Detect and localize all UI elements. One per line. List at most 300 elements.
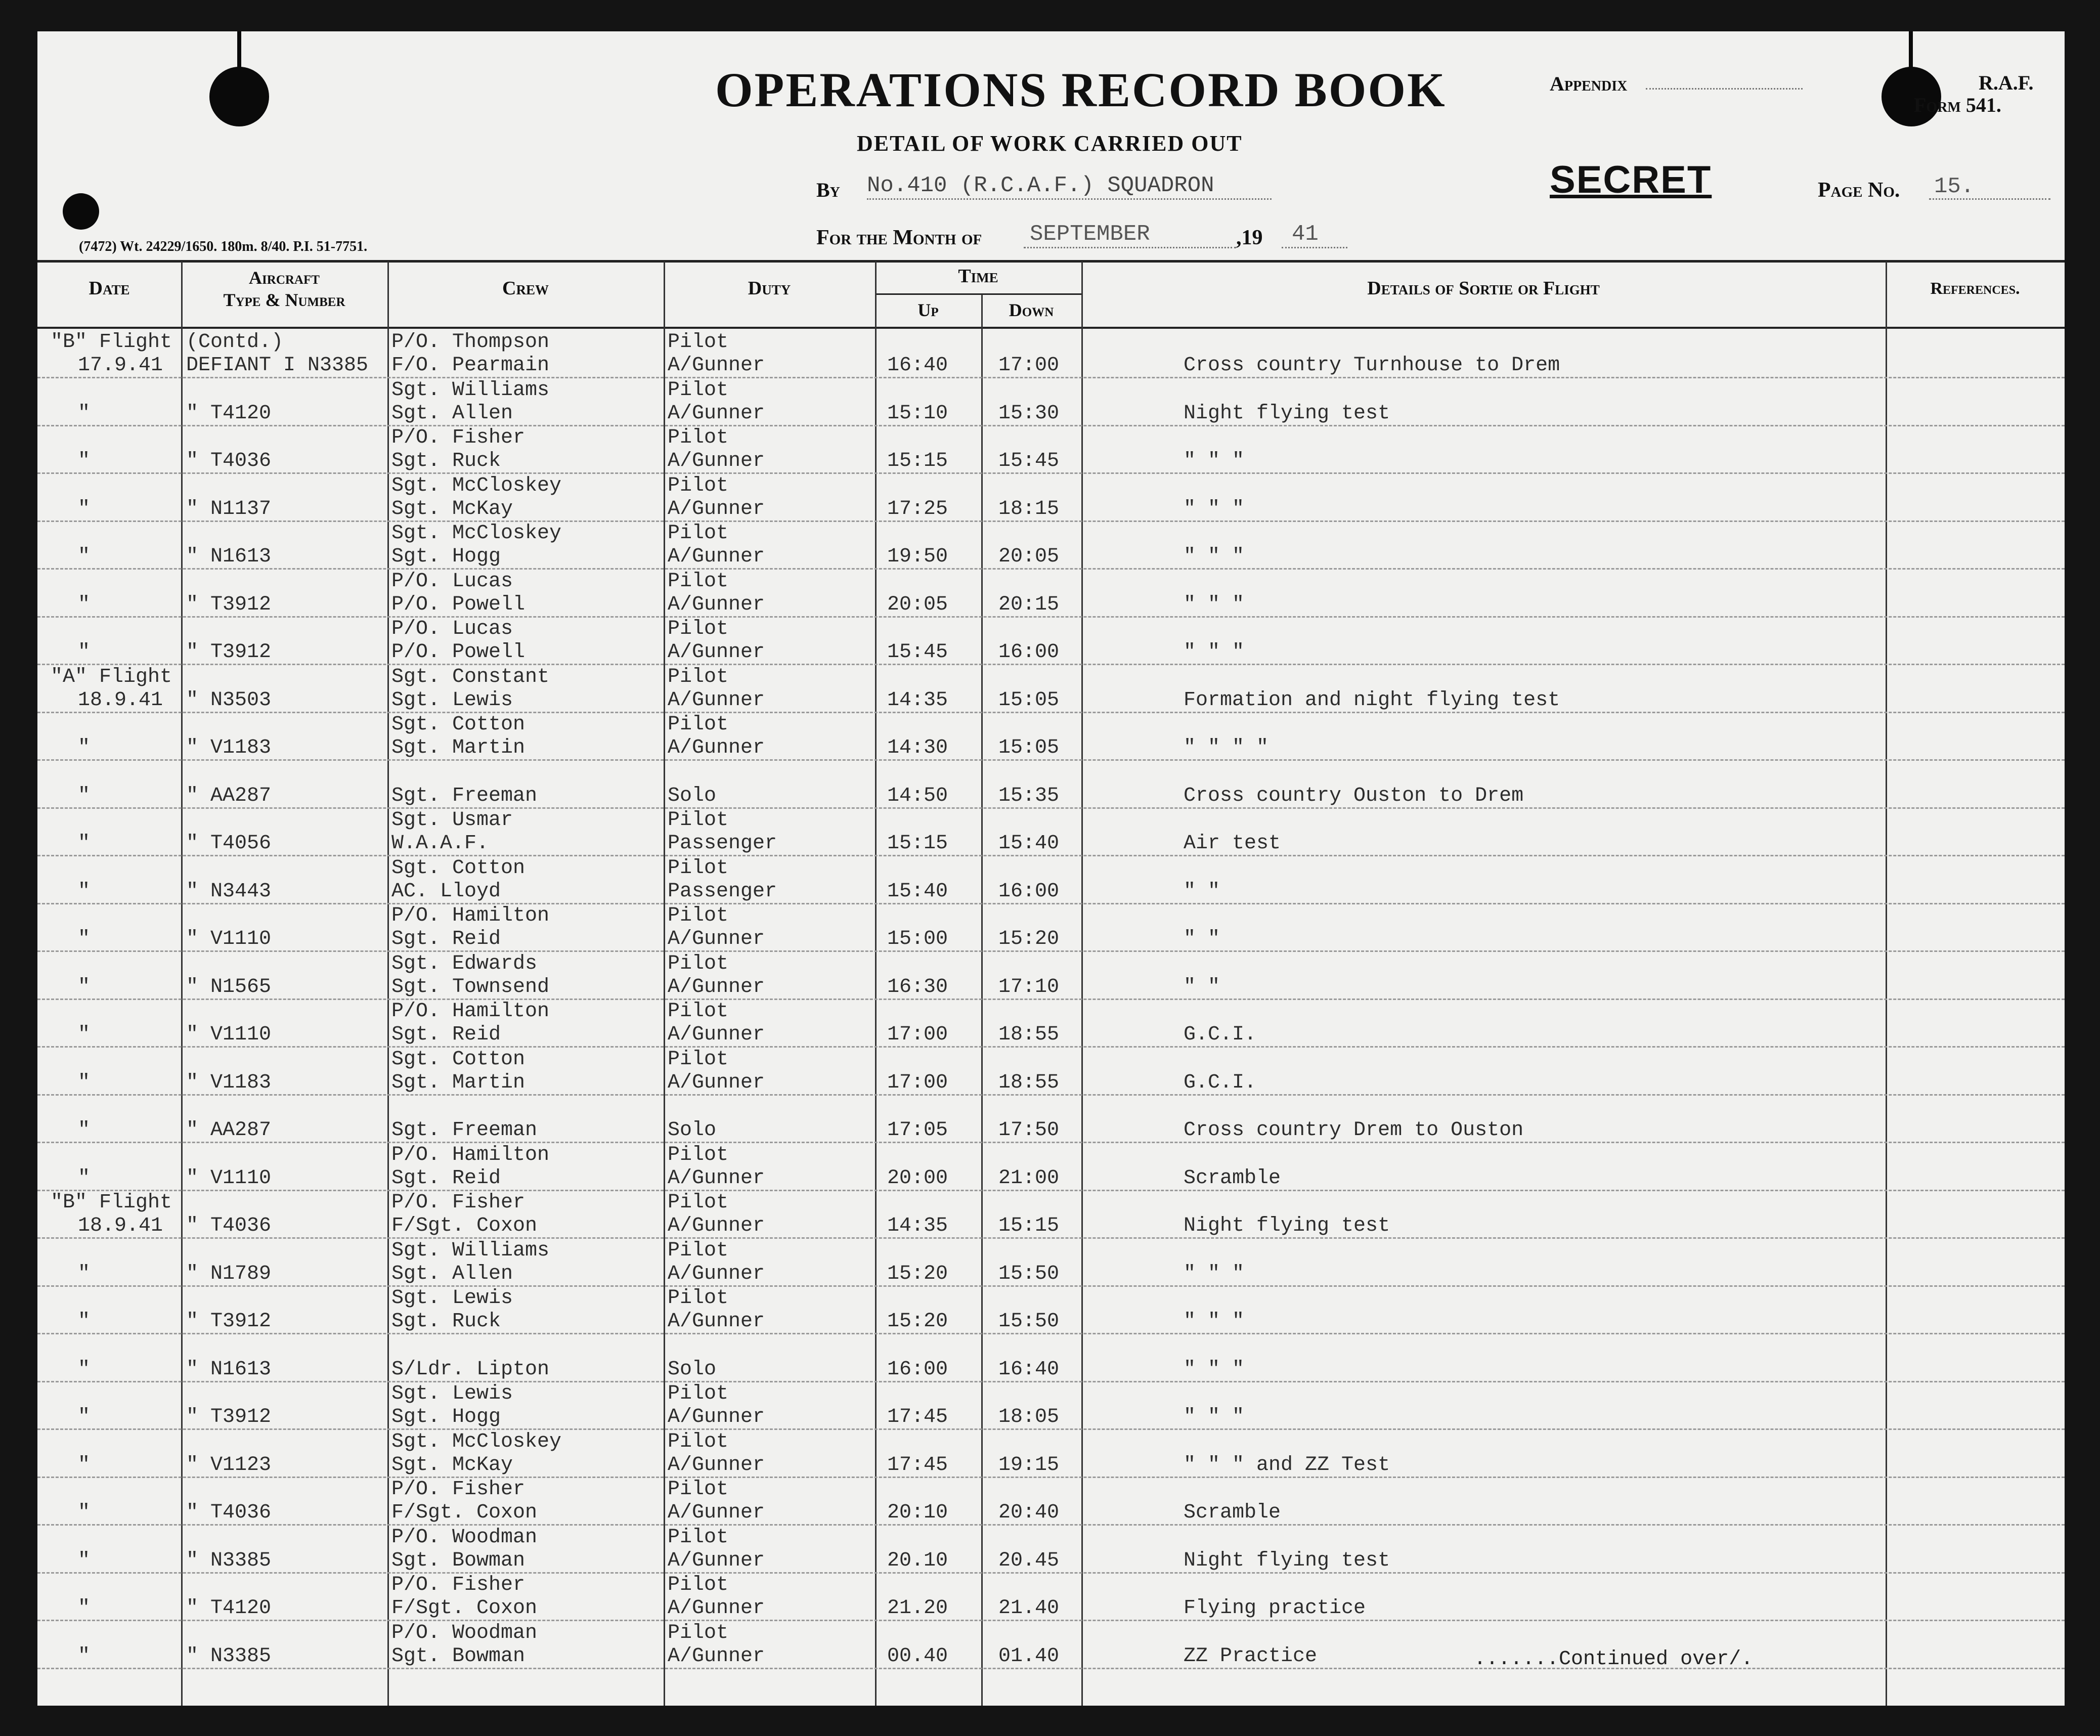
table-row: [37, 1095, 2065, 1143]
month-value: SEPTEMBER: [1030, 222, 1150, 247]
header-aircraft: Aircraft: [249, 268, 320, 288]
row-crew-pilot: Sgt. Edwards: [391, 952, 538, 975]
row-crew-pilot: Sgt. Williams: [391, 378, 550, 402]
row-duty-1: Pilot: [668, 1143, 729, 1166]
row-time-up: 19:50: [887, 545, 948, 568]
row-crew-second: F/Sgt. Coxon: [391, 1597, 538, 1620]
row-time-up: 15:45: [887, 641, 948, 664]
row-flight-label: "A" Flight: [51, 665, 172, 688]
row-duty-2: Passenger: [668, 880, 777, 903]
row-time-down: 15:05: [998, 736, 1060, 759]
row-crew-second: Sgt. Townsend: [391, 975, 550, 999]
row-duty-2: A/Gunner: [668, 975, 765, 999]
row-details: Flying practice: [1184, 1597, 1366, 1620]
row-crew-second: Sgt. Reid: [391, 1023, 501, 1046]
row-duty-2: A/Gunner: [668, 402, 765, 425]
row-crew-pilot: Sgt. Williams: [391, 1239, 550, 1262]
row-aircraft: " N1789: [186, 1262, 272, 1285]
header-type-number: Type & Number: [223, 290, 345, 310]
row-crew-second: Sgt. Hogg: [391, 1406, 501, 1428]
form-subtitle: DETAIL OF WORK CARRIED OUT: [857, 131, 1243, 156]
row-date: ": [78, 593, 91, 616]
row-date: ": [78, 1644, 91, 1668]
row-aircraft: " T4120: [186, 402, 272, 425]
row-duty-2: A/Gunner: [668, 1549, 765, 1572]
row-details: Night flying test: [1184, 1549, 1390, 1572]
row-time-down: 16:00: [998, 641, 1060, 664]
row-date: ": [78, 784, 91, 807]
row-time-up: 17:25: [887, 497, 948, 520]
row-duty-1: Pilot: [668, 1382, 729, 1405]
row-time-down: 16:40: [998, 1358, 1060, 1381]
appendix-label: Appendix: [1550, 72, 1628, 95]
row-crew-pilot: P/O. Lucas: [391, 570, 513, 593]
row-time-up: 15:20: [887, 1262, 948, 1285]
table-row: [37, 760, 2065, 809]
row-duty-2: A/Gunner: [668, 1166, 765, 1190]
row-details: " ": [1184, 975, 1220, 999]
row-date: ": [78, 1501, 91, 1524]
header-references: References.: [1930, 279, 2020, 298]
row-aircraft: " T4036: [186, 1214, 272, 1237]
table-row: [37, 473, 2065, 522]
row-time-down: 19:15: [998, 1453, 1060, 1477]
row-crew-second: Sgt. Martin: [391, 1071, 526, 1094]
row-duty-1: Pilot: [668, 1191, 729, 1214]
row-date: ": [78, 1310, 91, 1333]
row-crew-second: Sgt. Bowman: [391, 1549, 526, 1572]
row-duty-2: A/Gunner: [668, 497, 765, 520]
row-crew-pilot: P/O. Fisher: [391, 1191, 526, 1214]
table-row: [37, 1286, 2065, 1334]
table-row: [37, 1190, 2065, 1239]
row-date: ": [78, 975, 91, 999]
table-row: [37, 999, 2065, 1048]
header-duty: Duty: [748, 278, 791, 299]
raf-label: R.A.F.: [1979, 71, 2034, 94]
row-duty-2: A/Gunner: [668, 1453, 765, 1477]
row-aircraft: " T4036: [186, 450, 272, 472]
row-duty-1: Pilot: [668, 474, 729, 497]
row-time-down: 15:15: [998, 1214, 1060, 1237]
row-crew-second: W.A.A.F.: [391, 832, 489, 855]
row-time-down: 15:35: [998, 784, 1060, 807]
punch-hole-left: [209, 67, 269, 126]
row-crew-second: Sgt. Freeman: [391, 784, 538, 807]
row-time-down: 16:00: [998, 880, 1060, 903]
row-aircraft: " T3912: [186, 593, 272, 616]
row-crew-pilot: P/O. Woodman: [391, 1526, 538, 1549]
continued-note: .......Continued over/.: [1474, 1648, 1754, 1671]
punch-hole-small: [63, 193, 99, 230]
row-details: G.C.I.: [1184, 1071, 1257, 1094]
row-details: " " ": [1184, 641, 1245, 664]
row-duty-2: Solo: [668, 1358, 717, 1381]
row-details: " ": [1184, 880, 1220, 903]
row-duty-2: A/Gunner: [668, 1310, 765, 1333]
row-time-up: 17:00: [887, 1071, 948, 1094]
row-time-up: 00.40: [887, 1644, 948, 1668]
row-duty-2: A/Gunner: [668, 1644, 765, 1668]
row-time-up: 14:50: [887, 784, 948, 807]
row-time-down: 18:05: [998, 1406, 1060, 1428]
row-duty-2: A/Gunner: [668, 354, 765, 377]
row-crew-second: Sgt. Allen: [391, 402, 513, 425]
table-row: [37, 1047, 2065, 1096]
row-details: " " ": [1184, 545, 1245, 568]
row-date: ": [78, 832, 91, 855]
row-aircraft: " V1110: [186, 928, 272, 950]
row-crew-pilot: P/O. Fisher: [391, 426, 526, 449]
year-prefix: ,19: [1236, 226, 1263, 249]
row-date: 17.9.41: [78, 354, 163, 377]
row-duty-2: Solo: [668, 784, 717, 807]
row-duty-1: Pilot: [668, 618, 729, 640]
row-duty-1: Pilot: [668, 378, 729, 402]
row-time-up: 15:00: [887, 928, 948, 950]
row-duty-2: A/Gunner: [668, 1071, 765, 1094]
row-time-up: 17:45: [887, 1406, 948, 1428]
row-details: Formation and night flying test: [1184, 688, 1560, 712]
row-details: " " ": [1184, 1358, 1245, 1381]
row-duty-1: Pilot: [668, 713, 729, 736]
row-aircraft: " T3912: [186, 1406, 272, 1428]
by-label: By: [816, 179, 840, 201]
row-aircraft: " T4120: [186, 1597, 272, 1620]
row-details: " " " and ZZ Test: [1184, 1453, 1390, 1477]
header-time-down: Down: [1009, 300, 1054, 320]
row-aircraft: " N3503: [186, 688, 272, 712]
row-duty-1: Pilot: [668, 570, 729, 593]
row-time-up: 15:20: [887, 1310, 948, 1333]
row-crew-second: Sgt. McKay: [391, 1453, 513, 1477]
row-date: ": [78, 736, 91, 759]
row-time-up: 15:15: [887, 450, 948, 472]
row-time-down: 15:05: [998, 688, 1060, 712]
row-duty-1: Pilot: [668, 1430, 729, 1453]
row-crew-second: Sgt. Martin: [391, 736, 526, 759]
row-date: ": [78, 1166, 91, 1190]
row-date: ": [78, 545, 91, 568]
row-duty-2: Passenger: [668, 832, 777, 855]
row-time-down: 15:50: [998, 1310, 1060, 1333]
table-row: [37, 617, 2065, 665]
row-crew-pilot: P/O. Fisher: [391, 1574, 526, 1596]
row-duty-2: A/Gunner: [668, 1023, 765, 1046]
row-duty-2: Solo: [668, 1119, 717, 1142]
row-duty-1: Pilot: [668, 904, 729, 927]
row-time-down: 17:00: [998, 354, 1060, 377]
row-duty-2: A/Gunner: [668, 593, 765, 616]
row-flight-label: "B" Flight: [51, 1191, 172, 1214]
row-time-down: 15:30: [998, 402, 1060, 425]
row-crew-second: Sgt. Reid: [391, 928, 501, 950]
row-aircraft: " N3385: [186, 1549, 272, 1572]
row-crew-pilot: Sgt. McCloskey: [391, 1430, 562, 1453]
row-crew-pilot: Sgt. Cotton: [391, 713, 526, 736]
row-date: ": [78, 1262, 91, 1285]
row-aircraft: " AA287: [186, 1119, 272, 1142]
row-details: " " ": [1184, 593, 1245, 616]
row-aircraft: " T3912: [186, 1310, 272, 1333]
row-time-up: 17:05: [887, 1119, 948, 1142]
row-time-down: 15:45: [998, 450, 1060, 472]
row-crew-pilot: Sgt. Cotton: [391, 1048, 526, 1071]
table-row: [37, 1525, 2065, 1574]
row-time-down: 18:55: [998, 1071, 1060, 1094]
row-duty-1: Pilot: [668, 1000, 729, 1023]
form-number-label: Form 541.: [1914, 94, 2001, 116]
header-time: Time: [958, 266, 998, 287]
row-aircraft: " T3912: [186, 641, 272, 664]
row-duty-1: Pilot: [668, 1621, 729, 1644]
row-duty-1: Pilot: [668, 1526, 729, 1549]
row-time-up: 16:30: [887, 975, 948, 999]
row-details: " ": [1184, 928, 1220, 950]
row-crew-second: Sgt. Ruck: [391, 450, 501, 472]
row-details: Air test: [1184, 832, 1281, 855]
row-aircraft: " T4056: [186, 832, 272, 855]
row-crew-pilot: Sgt. Usmar: [391, 809, 513, 832]
row-time-up: 15:10: [887, 402, 948, 425]
table-row: [37, 1573, 2065, 1621]
secret-stamp: SECRET: [1550, 158, 1712, 201]
row-aircraft: " T4036: [186, 1501, 272, 1524]
row-duty-1: Pilot: [668, 1287, 729, 1310]
row-duty-1: Pilot: [668, 856, 729, 880]
row-time-up: 20:05: [887, 593, 948, 616]
row-duty-1: Pilot: [668, 1478, 729, 1501]
row-date: ": [78, 880, 91, 903]
row-crew-pilot: P/O. Lucas: [391, 618, 513, 640]
row-time-down: 20:40: [998, 1501, 1060, 1524]
row-aircraft: " N1565: [186, 975, 272, 999]
row-aircraft: " V1110: [186, 1166, 272, 1190]
year-value: 41: [1292, 222, 1319, 247]
row-time-down: 20.45: [998, 1549, 1060, 1572]
row-aircraft: " N1137: [186, 497, 272, 520]
row-duty-1: Pilot: [668, 426, 729, 449]
header-date: Date: [89, 278, 130, 299]
month-label: For the Month of: [816, 226, 982, 249]
row-date: ": [78, 1406, 91, 1428]
row-details: " " ": [1184, 450, 1245, 472]
row-time-up: 20.10: [887, 1549, 948, 1572]
table-row: [37, 1334, 2065, 1382]
binder-pin-right: [1909, 31, 1913, 72]
row-duty-2: A/Gunner: [668, 1406, 765, 1428]
row-time-up: 20:10: [887, 1501, 948, 1524]
table-row: [37, 712, 2065, 761]
binder-pin-left: [237, 31, 241, 72]
row-time-up: 17:45: [887, 1453, 948, 1477]
page-dotted-line: [1929, 198, 2050, 200]
row-crew-pilot: Sgt. Lewis: [391, 1287, 513, 1310]
row-time-up: 20:00: [887, 1166, 948, 1190]
form-title: OPERATIONS RECORD BOOK: [715, 63, 1447, 117]
row-crew-pilot: P/O. Hamilton: [391, 904, 550, 927]
row-crew-second: S/Ldr. Lipton: [391, 1358, 550, 1381]
row-duty-2: A/Gunner: [668, 736, 765, 759]
row-date: ": [78, 1071, 91, 1094]
table-row: [37, 1621, 2065, 1669]
row-duty-2: A/Gunner: [668, 641, 765, 664]
table-row: [37, 330, 2065, 378]
row-aircraft: " V1110: [186, 1023, 272, 1046]
row-duty-1: Pilot: [668, 809, 729, 832]
row-date: ": [78, 1453, 91, 1477]
row-aircraft: DEFIANT I N3385: [186, 354, 369, 377]
row-details: " " ": [1184, 1406, 1245, 1428]
table-row: [37, 665, 2065, 713]
row-aircraft: " N3385: [186, 1644, 272, 1668]
row-aircraft: " V1183: [186, 1071, 272, 1094]
row-date: 18.9.41: [78, 688, 163, 712]
row-duty-1: Pilot: [668, 952, 729, 975]
row-date: ": [78, 1358, 91, 1381]
row-details: Cross country Turnhouse to Drem: [1184, 354, 1560, 377]
page-label: Page No.: [1818, 179, 1900, 202]
table-header-rule: [37, 327, 2065, 329]
header-crew: Crew: [502, 278, 549, 299]
row-details: " " ": [1184, 1310, 1245, 1333]
row-crew-pilot: Sgt. Cotton: [391, 856, 526, 880]
row-details: Cross country Ouston to Drem: [1184, 784, 1524, 807]
year-dotted-line: [1282, 247, 1347, 248]
row-duty-1: Pilot: [668, 331, 729, 354]
row-duty-1: Pilot: [668, 1239, 729, 1262]
row-duty-2: A/Gunner: [668, 545, 765, 568]
row-duty-1: Pilot: [668, 1574, 729, 1596]
row-time-up: 16:00: [887, 1358, 948, 1381]
row-duty-1: Pilot: [668, 665, 729, 688]
page-number: 15.: [1934, 174, 1975, 199]
row-time-down: 01.40: [998, 1644, 1060, 1668]
row-time-down: 18:55: [998, 1023, 1060, 1046]
row-details: G.C.I.: [1184, 1023, 1257, 1046]
row-date: ": [78, 641, 91, 664]
time-subheader-rule: [875, 293, 1081, 295]
squadron-dotted-line: [867, 198, 1272, 200]
table-top-rule: [37, 260, 2065, 263]
row-time-up: 14:35: [887, 1214, 948, 1237]
record-sheet: [37, 31, 2065, 1706]
row-time-down: 21.40: [998, 1597, 1060, 1620]
row-duty-1: Pilot: [668, 1048, 729, 1071]
row-aircraft: " AA287: [186, 784, 272, 807]
row-aircraft: " V1183: [186, 736, 272, 759]
table-row: [37, 425, 2065, 474]
table-row: [37, 1381, 2065, 1430]
row-duty-2: A/Gunner: [668, 1214, 765, 1237]
row-time-down: 17:50: [998, 1119, 1060, 1142]
row-crew-second: Sgt. Freeman: [391, 1119, 538, 1142]
row-date: ": [78, 1597, 91, 1620]
row-crew-second: AC. Lloyd: [391, 880, 501, 903]
row-crew-second: P/O. Powell: [391, 641, 526, 664]
row-time-up: 15:15: [887, 832, 948, 855]
row-time-down: 15:50: [998, 1262, 1060, 1285]
table-row: [37, 1143, 2065, 1191]
row-time-up: 14:30: [887, 736, 948, 759]
row-crew-pilot: Sgt. McCloskey: [391, 474, 562, 497]
row-aircraft: " N3443: [186, 880, 272, 903]
row-crew-second: Sgt. Lewis: [391, 688, 513, 712]
row-crew-pilot: P/O. Fisher: [391, 1478, 526, 1501]
row-date: ": [78, 497, 91, 520]
table-row: [37, 1238, 2065, 1287]
row-crew-pilot: P/O. Woodman: [391, 1621, 538, 1644]
row-date: ": [78, 1549, 91, 1572]
row-duty-2: A/Gunner: [668, 450, 765, 472]
row-crew-pilot: Sgt. Constant: [391, 665, 550, 688]
table-row: [37, 521, 2065, 570]
row-crew-second: F/Sgt. Coxon: [391, 1501, 538, 1524]
row-time-down: 15:20: [998, 928, 1060, 950]
row-date: ": [78, 402, 91, 425]
row-crew-pilot: Sgt. McCloskey: [391, 522, 562, 545]
row-crew-second: Sgt. Bowman: [391, 1644, 526, 1668]
appendix-dotted-line: [1646, 88, 1803, 90]
row-crew-second: F/Sgt. Coxon: [391, 1214, 538, 1237]
table-row: [37, 951, 2065, 1000]
row-time-down: 17:10: [998, 975, 1060, 999]
row-time-down: 21:00: [998, 1166, 1060, 1190]
table-row: [37, 1477, 2065, 1526]
row-details: Night flying test: [1184, 1214, 1390, 1237]
table-row: [37, 856, 2065, 904]
row-date: ": [78, 1023, 91, 1046]
row-crew-second: P/O. Powell: [391, 593, 526, 616]
row-time-up: 17:00: [887, 1023, 948, 1046]
row-duty-1: Pilot: [668, 522, 729, 545]
row-rule: [37, 1668, 2065, 1669]
row-date: ": [78, 1119, 91, 1142]
row-date: ": [78, 928, 91, 950]
print-code: (7472) Wt. 24229/1650. 180m. 8/40. P.I. 51-7751.: [79, 239, 368, 254]
row-details: Scramble: [1184, 1501, 1281, 1524]
row-details: ZZ Practice: [1184, 1644, 1318, 1668]
row-crew-second: Sgt. Allen: [391, 1262, 513, 1285]
row-details: Scramble: [1184, 1166, 1281, 1190]
row-aircraft: " N1613: [186, 1358, 272, 1381]
row-aircraft: " N1613: [186, 545, 272, 568]
row-duty-2: A/Gunner: [668, 1597, 765, 1620]
row-details: Cross country Drem to Ouston: [1184, 1119, 1524, 1142]
row-details: " " ": [1184, 497, 1245, 520]
row-date: ": [78, 450, 91, 472]
header-time-up: Up: [917, 300, 939, 320]
row-crew-second: F/O. Pearmain: [391, 354, 550, 377]
row-flight-label: "B" Flight: [51, 331, 172, 354]
row-details: " " " ": [1184, 736, 1269, 759]
row-crew-pilot: Sgt. Lewis: [391, 1382, 513, 1405]
table-row: [37, 378, 2065, 426]
header-details: Details of Sortie or Flight: [1367, 278, 1600, 299]
row-time-down: 18:15: [998, 497, 1060, 520]
squadron-name: No.410 (R.C.A.F.) SQUADRON: [867, 173, 1214, 198]
row-crew-pilot: P/O. Hamilton: [391, 1143, 550, 1166]
row-details: " " ": [1184, 1262, 1245, 1285]
row-duty-2: A/Gunner: [668, 688, 765, 712]
row-duty-2: A/Gunner: [668, 1262, 765, 1285]
table-row: [37, 808, 2065, 856]
row-time-up: 16:40: [887, 354, 948, 377]
row-crew-pilot: P/O. Thompson: [391, 331, 550, 354]
row-duty-2: A/Gunner: [668, 1501, 765, 1524]
table-row: [37, 903, 2065, 952]
row-time-down: 15:40: [998, 832, 1060, 855]
